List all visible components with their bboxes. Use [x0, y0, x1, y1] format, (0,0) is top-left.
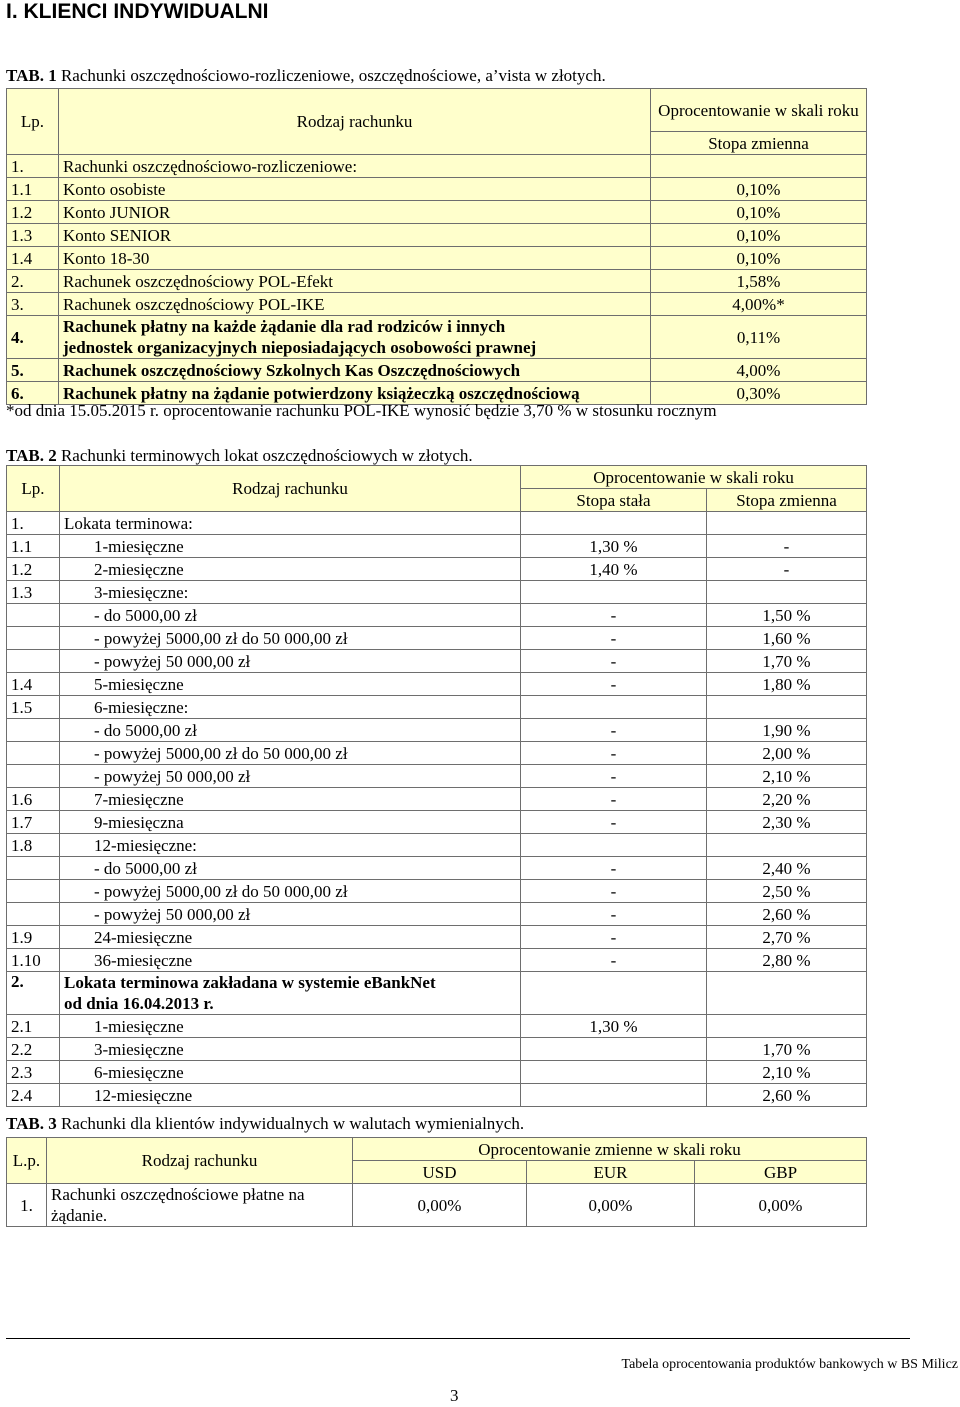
tab1-row-name: Konto osobiste — [59, 178, 651, 201]
tab2-row-fixed: - — [521, 650, 707, 673]
tab1-head-type: Rodzaj rachunku — [59, 89, 651, 155]
tab2-ebank-row-name: 12-miesięczne — [60, 1084, 521, 1107]
tab2-head-type: Rodzaj rachunku — [60, 466, 521, 512]
table-row — [7, 270, 867, 293]
tab2-ebank-row-variable: 2,10 % — [707, 1061, 867, 1084]
tab2-row-variable: - — [707, 535, 867, 558]
tab2-row-variable — [707, 834, 867, 857]
tab3-head-usd: USD — [353, 1161, 527, 1184]
tab3-caption — [6, 1114, 524, 1134]
table-row — [7, 788, 867, 811]
table-row — [7, 949, 867, 972]
tab2-row-name: - powyżej 5000,00 zł do 50 000,00 zł — [60, 742, 521, 765]
tab2-row-lp: 1.8 — [7, 834, 60, 857]
tab3-head-lp: L.p. — [7, 1138, 47, 1184]
tab2-head-fixed: Stopa stała — [521, 489, 707, 512]
tab1-row-name: Konto 18-30 — [59, 247, 651, 270]
tab1-row-rate: 0,10% — [651, 201, 867, 224]
tab2-row-name: - powyżej 50 000,00 zł — [60, 650, 521, 673]
tab2-row-lp: 1.6 — [7, 788, 60, 811]
tab1-row-lp: 1.4 — [7, 247, 59, 270]
tab1-note: *od dnia 15.05.2015 r. oprocentowanie rachunku POL-IKE wynosić będzie 3,70 % w stosunku rocznym — [6, 401, 717, 420]
tab2-row-lp: 1.1 — [7, 535, 60, 558]
tab2-row-fixed: - — [521, 788, 707, 811]
table-row — [7, 765, 867, 788]
tab1-row-name: Konto SENIOR — [59, 224, 651, 247]
tab2-row-variable: 1,80 % — [707, 673, 867, 696]
tab2-row-name: Lokata terminowa: — [60, 512, 521, 535]
tab2-ebank-row-lp: 2.2 — [7, 1038, 60, 1061]
tab2-ebank-row-fixed — [521, 1084, 707, 1107]
tab2-row-variable: 2,20 % — [707, 788, 867, 811]
tab1-row-name: Rachunek płatny na żądanie potwierdzony książeczką oszczędnościową — [59, 382, 651, 405]
tab2-row-fixed — [521, 512, 707, 535]
tab2-row-fixed: - — [521, 880, 707, 903]
footer-text: Tabela oprocentowania produktów bankowych w BS Milicz — [621, 1357, 958, 1372]
tab1-row-rate: 1,58% — [651, 270, 867, 293]
tab2-row-name: - powyżej 50 000,00 zł — [60, 903, 521, 926]
table-row — [7, 293, 867, 316]
tab3-rate-gbp: 0,00% — [695, 1184, 867, 1227]
tab1-caption — [6, 66, 606, 86]
tab2-ebank-lp: 2. — [7, 972, 60, 1015]
table-row — [7, 1061, 867, 1084]
tab2-row-name: 1-miesięczne — [60, 535, 521, 558]
tab2-caption-text: Rachunki terminowych lokat oszczędnościowych w złotych. — [60, 446, 473, 465]
tab1-row-name: Konto JUNIOR — [59, 201, 651, 224]
tab1-row-lp: 6. — [7, 382, 59, 405]
tab2-row-lp — [7, 742, 60, 765]
table-row — [7, 201, 867, 224]
tab2-row-lp: 1. — [7, 512, 60, 535]
tab2-ebank-variable-empty — [707, 972, 867, 1015]
tab2-ebank-name: Lokata terminowa zakładana w systemie eBankNet od dnia 16.04.2013 r. — [60, 972, 521, 1015]
table-row — [7, 178, 867, 201]
table-row — [7, 811, 867, 834]
footer-divider — [6, 1338, 910, 1339]
tab2-row-fixed: 1,40 % — [521, 558, 707, 581]
table-row — [7, 926, 867, 949]
tab2-row-name: 6-miesięczne: — [60, 696, 521, 719]
tab3-row-name: Rachunki oszczędnościowe płatne na żądanie. — [47, 1184, 353, 1227]
tab2-row-name: - do 5000,00 zł — [60, 857, 521, 880]
table-row — [7, 581, 867, 604]
tab1-head-rate: Oprocentowanie w skali roku — [651, 89, 867, 132]
tab2-head-variable: Stopa zmienna — [707, 489, 867, 512]
table-row — [7, 604, 867, 627]
tab2-ebank-row-fixed — [521, 1061, 707, 1084]
page-number: 3 — [450, 1386, 459, 1405]
tab1-row-lp: 3. — [7, 293, 59, 316]
tab2-row-name: 36-miesięczne — [60, 949, 521, 972]
table-row — [7, 834, 867, 857]
tab1-caption-text: Rachunki oszczędnościowo-rozliczeniowe, oszczędnościowe, a’vista w złotych. — [60, 66, 606, 85]
tab1-row-rate: 0,11% — [651, 316, 867, 359]
tab1-row-name: Rachunek płatny na każde żądanie dla rad rodziców i innych jednostek organizacyjnych nieposiadających osobowości prawnej — [59, 316, 651, 359]
tab2-row-fixed: - — [521, 627, 707, 650]
table-row — [7, 1015, 867, 1038]
tab2-row-name: - powyżej 5000,00 zł do 50 000,00 zł — [60, 627, 521, 650]
tab2-row-fixed: - — [521, 742, 707, 765]
tab2-row-variable: 2,60 % — [707, 903, 867, 926]
tab2-row-variable: 1,60 % — [707, 627, 867, 650]
tab2-table — [6, 465, 867, 1107]
tab2-row-fixed: - — [521, 903, 707, 926]
tab3-head-gbp: GBP — [695, 1161, 867, 1184]
tab2-ebank-row-name: 3-miesięczne — [60, 1038, 521, 1061]
tab3-head-type: Rodzaj rachunku — [47, 1138, 353, 1184]
table-row — [7, 224, 867, 247]
table-row — [7, 696, 867, 719]
tab2-row-name: - powyżej 5000,00 zł do 50 000,00 zł — [60, 880, 521, 903]
table-row — [7, 673, 867, 696]
tab2-row-name: 2-miesięczne — [60, 558, 521, 581]
tab2-row-variable: 1,90 % — [707, 719, 867, 742]
tab2-row-lp — [7, 627, 60, 650]
tab2-row-fixed: - — [521, 604, 707, 627]
tab1-row-rate: 0,10% — [651, 224, 867, 247]
tab2-row-lp — [7, 880, 60, 903]
tab2-row-variable: 2,50 % — [707, 880, 867, 903]
tab2-ebank-row-name: 6-miesięczne — [60, 1061, 521, 1084]
tab2-ebank-row-lp: 2.1 — [7, 1015, 60, 1038]
tab2-caption-prefix: TAB. 2 — [6, 446, 57, 465]
table-row — [7, 558, 867, 581]
tab1-row-rate: 4,00% — [651, 359, 867, 382]
table-row — [7, 359, 867, 382]
tab2-row-lp: 1.7 — [7, 811, 60, 834]
tab3-caption-text: Rachunki dla klientów indywidualnych w walutach wymienialnych. — [60, 1114, 525, 1133]
tab3-row-lp: 1. — [7, 1184, 47, 1227]
table-row — [7, 742, 867, 765]
tab1-table — [6, 88, 867, 405]
tab1-row-lp: 1.2 — [7, 201, 59, 224]
table-row — [7, 247, 867, 270]
tab3-head-rate: Oprocentowanie zmienne w skali roku — [353, 1138, 867, 1161]
tab1-row-lp: 5. — [7, 359, 59, 382]
tab3-caption-prefix: TAB. 3 — [6, 1114, 57, 1133]
tab1-row-name: Rachunek oszczędnościowy POL-IKE — [59, 293, 651, 316]
tab2-row-fixed: - — [521, 949, 707, 972]
tab2-row-lp: 1.3 — [7, 581, 60, 604]
tab2-row-variable: - — [707, 558, 867, 581]
tab2-row-fixed: - — [521, 811, 707, 834]
tab2-row-variable: 2,10 % — [707, 765, 867, 788]
tab2-row-variable: 2,40 % — [707, 857, 867, 880]
tab1-row-name: Rachunki oszczędnościowo-rozliczeniowe: — [59, 155, 651, 178]
table-row — [7, 903, 867, 926]
tab1-row-lp: 1.3 — [7, 224, 59, 247]
tab2-row-fixed: - — [521, 857, 707, 880]
tab2-ebank-row-variable: 1,70 % — [707, 1038, 867, 1061]
tab1-head-variable: Stopa zmienna — [651, 132, 867, 155]
tab2-ebank-row-lp: 2.3 — [7, 1061, 60, 1084]
tab3-head-eur: EUR — [527, 1161, 695, 1184]
tab2-row-lp: 1.4 — [7, 673, 60, 696]
tab2-ebank-row-lp: 2.4 — [7, 1084, 60, 1107]
tab2-row-lp: 1.9 — [7, 926, 60, 949]
tab2-row-fixed: - — [521, 765, 707, 788]
tab2-head-lp: Lp. — [7, 466, 60, 512]
tab2-row-variable — [707, 581, 867, 604]
tab2-ebank-fixed-empty — [521, 972, 707, 1015]
table-row — [7, 650, 867, 673]
tab1-row-rate: 0,10% — [651, 247, 867, 270]
tab2-row-lp — [7, 650, 60, 673]
table-row — [7, 155, 867, 178]
tab2-ebank-row-fixed — [521, 1038, 707, 1061]
tab2-row-fixed: - — [521, 926, 707, 949]
tab2-row-variable: 2,00 % — [707, 742, 867, 765]
tab2-head-rate: Oprocentowanie w skali roku — [521, 466, 867, 489]
tab2-row-fixed: - — [521, 719, 707, 742]
tab2-row-lp: 1.5 — [7, 696, 60, 719]
tab2-row-name: 7-miesięczne — [60, 788, 521, 811]
tab2-row-fixed — [521, 581, 707, 604]
tab2-row-name: - do 5000,00 zł — [60, 604, 521, 627]
table-row — [7, 719, 867, 742]
tab2-row-lp — [7, 857, 60, 880]
tab1-row-name: Rachunek oszczędnościowy Szkolnych Kas Oszczędnościowych — [59, 359, 651, 382]
tab3-rate-eur: 0,00% — [527, 1184, 695, 1227]
tab2-caption — [6, 446, 473, 466]
tab2-row-name: 9-miesięczna — [60, 811, 521, 834]
tab2-row-name: 5-miesięczne — [60, 673, 521, 696]
tab2-row-fixed — [521, 834, 707, 857]
section-title: I. KLIENCI INDYWIDUALNI — [6, 0, 269, 23]
tab1-row-rate: 0,10% — [651, 178, 867, 201]
tab1-row-rate — [651, 155, 867, 178]
tab2-row-lp: 1.10 — [7, 949, 60, 972]
tab1-row-lp: 1. — [7, 155, 59, 178]
tab2-row-variable — [707, 696, 867, 719]
tab2-row-name: - powyżej 50 000,00 zł — [60, 765, 521, 788]
tab2-row-fixed: - — [521, 673, 707, 696]
tab1-row-name: Rachunek oszczędnościowy POL-Efekt — [59, 270, 651, 293]
tab2-row-lp — [7, 903, 60, 926]
table-row — [7, 1038, 867, 1061]
tab3-table — [6, 1137, 867, 1227]
tab2-ebank-row-name: 1-miesięczne — [60, 1015, 521, 1038]
tab3-rate-usd: 0,00% — [353, 1184, 527, 1227]
tab2-row-name: - do 5000,00 zł — [60, 719, 521, 742]
tab2-row-name: 3-miesięczne: — [60, 581, 521, 604]
table-row — [7, 1084, 867, 1107]
tab2-row-name: 12-miesięczne: — [60, 834, 521, 857]
tab2-row-fixed: 1,30 % — [521, 535, 707, 558]
table-row — [7, 535, 867, 558]
tab1-row-rate: 0,30% — [651, 382, 867, 405]
tab2-row-fixed — [521, 696, 707, 719]
tab2-ebank-row-fixed: 1,30 % — [521, 1015, 707, 1038]
tab2-row-name: 24-miesięczne — [60, 926, 521, 949]
tab1-row-lp: 1.1 — [7, 178, 59, 201]
table-row — [7, 627, 867, 650]
tab2-row-variable — [707, 512, 867, 535]
tab1-row-lp: 2. — [7, 270, 59, 293]
table-row — [7, 880, 867, 903]
tab2-row-lp — [7, 604, 60, 627]
tab1-head-lp: Lp. — [7, 89, 59, 155]
table-row — [7, 857, 867, 880]
tab2-row-variable: 2,80 % — [707, 949, 867, 972]
tab1-row-lp: 4. — [7, 316, 59, 359]
table-row — [7, 512, 867, 535]
tab2-row-variable: 2,30 % — [707, 811, 867, 834]
tab2-row-lp — [7, 719, 60, 742]
tab2-row-variable: 1,70 % — [707, 650, 867, 673]
tab2-ebank-row-variable — [707, 1015, 867, 1038]
tab2-row-lp — [7, 765, 60, 788]
tab2-row-variable: 1,50 % — [707, 604, 867, 627]
tab2-ebank-row-variable: 2,60 % — [707, 1084, 867, 1107]
table-row — [7, 316, 867, 359]
tab1-caption-prefix: TAB. 1 — [6, 66, 57, 85]
tab1-row-rate: 4,00%* — [651, 293, 867, 316]
tab2-row-lp: 1.2 — [7, 558, 60, 581]
tab2-row-variable: 2,70 % — [707, 926, 867, 949]
